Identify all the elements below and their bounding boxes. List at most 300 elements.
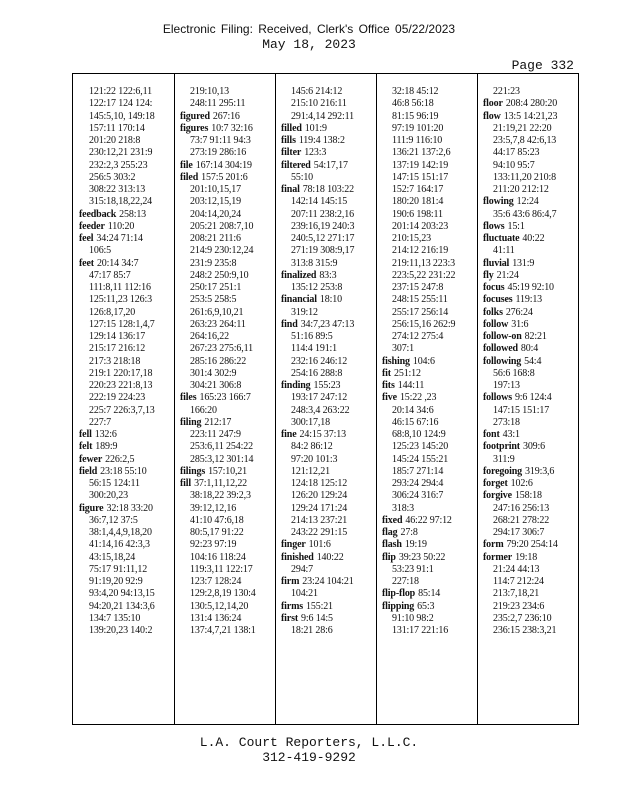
index-continuation — [180, 405, 273, 417]
index-entry — [483, 270, 576, 282]
page-line-refs: 23:24 104:21 — [302, 576, 354, 587]
page-line-refs: 214:12 216:19 — [392, 245, 449, 257]
index-term: filed — [180, 171, 199, 183]
page-line-refs: 92:23 97:19 — [190, 539, 237, 551]
page-line-refs: 197:13 — [493, 380, 520, 391]
index-continuation — [79, 343, 172, 355]
page-line-refs: 207:11 238:2,16 — [291, 208, 354, 220]
index-entry — [483, 319, 576, 331]
page-line-refs: 167:14 304:19 — [195, 159, 252, 171]
index-continuation — [483, 184, 576, 196]
index-entry — [483, 392, 576, 404]
index-entry — [382, 588, 475, 600]
index-entry — [79, 233, 172, 245]
index-continuation — [281, 527, 374, 539]
index-continuation — [79, 613, 172, 625]
index-continuation — [483, 515, 576, 527]
index-continuation — [79, 147, 172, 159]
page-line-refs: 130:5,12,14,20 — [190, 600, 249, 612]
index-term: flag — [382, 527, 398, 538]
index-continuation — [180, 270, 273, 282]
index-continuation — [180, 588, 273, 600]
page-line-refs: 271:19 308:9,17 — [291, 245, 355, 257]
page-line-refs: 80:4 — [520, 343, 539, 355]
page-line-refs: 300:20,23 — [89, 490, 128, 502]
index-continuation — [281, 282, 374, 294]
index-continuation — [483, 86, 576, 98]
index-term: finding — [281, 380, 311, 391]
page-line-refs: 214:9 230:12,24 — [190, 245, 254, 257]
page-line-refs: 208:21 211:6 — [190, 233, 241, 244]
index-continuation — [180, 147, 273, 159]
index-continuation — [79, 98, 172, 110]
page-line-refs: 204:14,20,24 — [190, 208, 241, 220]
index-entry — [281, 160, 374, 172]
index-continuation — [79, 576, 172, 588]
index-continuation — [79, 588, 172, 600]
page-line-refs: 85:14 — [418, 588, 441, 600]
index-continuation — [180, 613, 273, 625]
index-continuation — [382, 282, 475, 294]
page-line-refs: 210:15,23 — [392, 233, 431, 244]
index-entry — [281, 576, 374, 588]
page-line-refs: 15:22 ,23 — [399, 392, 437, 404]
page-line-refs: 41:11 — [493, 245, 515, 257]
page-line-refs: 137:4,7,21 138:1 — [190, 625, 256, 636]
index-continuation — [180, 307, 273, 319]
index-entry — [382, 392, 475, 404]
page-line-refs: 239:16,19 240:3 — [291, 220, 355, 232]
index-continuation — [281, 454, 374, 466]
page-line-refs: 56:15 124:11 — [89, 478, 140, 489]
index-continuation — [79, 380, 172, 392]
index-entry — [382, 356, 475, 368]
index-term: files — [180, 392, 197, 404]
index-continuation — [382, 258, 475, 270]
index-entry — [281, 552, 374, 564]
page-line-refs: 94:20,21 134:3,6 — [89, 600, 155, 612]
page-line-refs: 221:23 — [493, 86, 520, 97]
index-term: fit — [382, 367, 391, 379]
index-continuation — [382, 233, 475, 245]
index-continuation — [281, 331, 374, 343]
page-line-refs: 165:23 166:7 — [199, 392, 251, 404]
index-term: follows — [483, 392, 512, 404]
index-continuation — [180, 221, 273, 233]
index-entry — [382, 539, 475, 551]
column-divider — [376, 74, 377, 724]
index-term: former — [483, 551, 513, 563]
index-entry — [180, 172, 273, 184]
index-continuation — [180, 625, 273, 637]
index-continuation — [382, 111, 475, 123]
index-continuation — [281, 343, 374, 355]
page-line-refs: 37:1,11,12,22 — [194, 478, 248, 489]
page-line-refs: 263:23 264:11 — [190, 318, 246, 330]
index-continuation — [382, 209, 475, 221]
page-line-refs: 155:23 — [313, 380, 341, 391]
page-line-refs: 75:17 91:11,12 — [89, 563, 148, 575]
page-line-refs: 147:15 151:17 — [493, 404, 550, 416]
page-line-refs: 236:15 238:3,21 — [493, 625, 557, 636]
index-term: forgive — [483, 490, 512, 502]
page-line-refs: 142:14 145:15 — [291, 196, 348, 208]
index-continuation — [382, 160, 475, 172]
page-line-refs: 227:18 — [392, 576, 419, 587]
page-line-refs: 189:9 — [95, 441, 118, 453]
index-continuation — [79, 111, 172, 123]
index-entry — [180, 417, 273, 429]
column-divider — [174, 74, 175, 724]
page-line-refs: 232:16 246:12 — [291, 355, 348, 367]
index-continuation — [483, 380, 576, 392]
index-term: fills — [281, 135, 296, 146]
index-continuation — [79, 86, 172, 98]
index-term: footprint — [483, 441, 520, 453]
index-term: feel — [79, 233, 94, 244]
index-entry — [281, 601, 374, 613]
index-term: flipping — [382, 600, 415, 612]
index-term: fits — [382, 380, 395, 391]
index-term: finger — [281, 539, 306, 551]
index-continuation — [79, 331, 172, 343]
page-line-refs: 81:15 96:19 — [392, 110, 439, 122]
page-line-refs: 65:3 — [417, 600, 435, 612]
page-line-refs: 110:20 — [107, 220, 135, 232]
page-line-refs: 125:23 145:20 — [392, 441, 449, 453]
page-line-refs: 127:15 128:1,4,7 — [89, 318, 155, 330]
page-line-refs: 93:4,20 94:13,15 — [89, 588, 155, 600]
index-continuation — [382, 454, 475, 466]
page-line-refs: 253:5 258:5 — [190, 294, 237, 306]
index-entry — [281, 184, 374, 196]
page-line-refs: 131:17 221:16 — [392, 625, 449, 636]
index-term: form — [483, 539, 504, 551]
index-continuation — [382, 576, 475, 588]
index-continuation — [382, 135, 475, 147]
index-column-2 — [180, 86, 273, 637]
page-line-refs: 267:23 275:6,11 — [190, 343, 253, 355]
page-line-refs: 201:10,15,17 — [190, 184, 241, 195]
page-line-refs: 106:5 — [89, 245, 112, 257]
page-line-refs: 273:19 286:16 — [190, 147, 247, 159]
index-continuation — [281, 368, 374, 380]
column-divider — [275, 74, 276, 724]
index-continuation — [382, 221, 475, 233]
index-continuation — [180, 184, 273, 196]
index-continuation — [382, 184, 475, 196]
index-term: following — [483, 355, 522, 367]
page-line-refs: 51:16 89:5 — [291, 331, 333, 342]
index-continuation — [180, 368, 273, 380]
index-continuation — [382, 147, 475, 159]
page-line-refs: 21:24 — [496, 269, 519, 281]
index-continuation — [79, 368, 172, 380]
page-line-refs: 46:8 56:18 — [392, 98, 434, 110]
index-continuation — [281, 245, 374, 257]
page-line-refs: 157:5 201:6 — [201, 171, 248, 183]
index-continuation — [382, 331, 475, 343]
page-line-refs: 129:24 171:24 — [291, 502, 348, 514]
index-term: fixed — [382, 514, 403, 526]
index-continuation — [483, 454, 576, 466]
page-line-refs: 240:5,12 271:17 — [291, 233, 355, 244]
index-entry — [281, 135, 374, 147]
index-entry — [483, 196, 576, 208]
index-continuation — [180, 135, 273, 147]
page-line-refs: 10:7 32:16 — [211, 122, 253, 134]
page-line-refs: 36:7,12 37:5 — [89, 514, 138, 526]
index-term: feedback — [79, 208, 117, 220]
page-line-refs: 23:18 55:10 — [100, 465, 147, 477]
page-line-refs: 140:22 — [316, 551, 344, 563]
index-continuation — [180, 515, 273, 527]
index-entry — [483, 111, 576, 123]
index-continuation — [483, 209, 576, 221]
index-continuation — [79, 294, 172, 306]
index-entry — [483, 294, 576, 306]
index-entry — [382, 368, 475, 380]
index-entry — [79, 258, 172, 270]
index-term: fluctuate — [483, 233, 520, 244]
page-line-refs: 133:11,20 210:8 — [493, 171, 556, 183]
index-entry — [281, 539, 374, 551]
index-continuation — [483, 368, 576, 380]
index-term: flip — [382, 551, 396, 563]
page-line-refs: 97:20 101:3 — [291, 453, 338, 465]
page-line-refs: 129:14 136:17 — [89, 331, 146, 342]
index-term: filtered — [281, 159, 311, 171]
index-entry — [79, 429, 172, 441]
page-line-refs: 237:15 247:8 — [392, 282, 444, 293]
index-term: fishing — [382, 355, 410, 367]
index-column-4 — [382, 86, 475, 637]
index-continuation — [281, 405, 374, 417]
index-continuation — [180, 552, 273, 564]
index-continuation — [180, 282, 273, 294]
page-line-refs: 268:21 278:22 — [493, 514, 550, 526]
index-entry — [281, 319, 374, 331]
index-continuation — [483, 564, 576, 576]
page-line-refs: 47:17 85:7 — [89, 269, 131, 281]
index-continuation — [281, 466, 374, 478]
index-continuation — [382, 98, 475, 110]
index-term: financial — [281, 294, 317, 306]
page-line-refs: 180:20 181:4 — [392, 196, 444, 208]
page-line-refs: 83:3 — [319, 269, 337, 281]
index-continuation — [382, 478, 475, 490]
index-entry — [180, 466, 273, 478]
page-line-refs: 219:10,13 — [190, 86, 229, 97]
index-term: font — [483, 429, 500, 440]
page-line-refs: 276:24 — [505, 306, 533, 318]
index-entry — [483, 258, 576, 270]
index-continuation — [180, 294, 273, 306]
page-line-refs: 217:3 218:18 — [89, 355, 141, 367]
page-line-refs: 285:3,12 301:14 — [190, 453, 254, 465]
page-line-refs: 223:5,22 231:22 — [392, 269, 456, 281]
index-term: follow-on — [483, 331, 522, 342]
page-line-refs: 214:13 237:21 — [291, 514, 348, 526]
index-term: focuses — [483, 294, 513, 306]
page-line-refs: 201:20 218:8 — [89, 135, 141, 146]
page-line-refs: 315:18,18,22,24 — [89, 196, 153, 208]
page-line-refs: 301:4 302:9 — [190, 367, 237, 379]
page-line-refs: 114:7 212:24 — [493, 576, 544, 587]
index-term: file — [180, 159, 193, 171]
index-entry — [79, 209, 172, 221]
index-continuation — [180, 196, 273, 208]
page-line-refs: 54:4 — [524, 355, 542, 367]
index-continuation — [483, 613, 576, 625]
page-line-refs: 84:2 86:12 — [291, 441, 333, 453]
index-continuation — [382, 441, 475, 453]
page-line-refs: 145:5,10, 149:18 — [89, 110, 155, 122]
page-line-refs: 285:16 286:22 — [190, 355, 247, 367]
index-entry — [483, 331, 576, 343]
reporter-phone: 312-419-9292 — [262, 750, 356, 765]
index-continuation — [281, 588, 374, 600]
page-line-refs: 213:7,18,21 — [493, 588, 540, 600]
index-continuation — [382, 405, 475, 417]
page-line-refs: 219:23 234:6 — [493, 600, 545, 612]
page-line-refs: 38:18,22 39:2,3 — [190, 490, 251, 502]
index-continuation — [180, 454, 273, 466]
page-line-refs: 12:24 — [516, 196, 539, 208]
index-continuation — [281, 417, 374, 429]
page-line-refs: 9:6 14:5 — [301, 612, 333, 624]
page-line-refs: 46:15 67:16 — [392, 416, 439, 428]
index-term: figure — [79, 502, 104, 514]
page-line-refs: 124:18 125:12 — [291, 478, 348, 489]
index-continuation — [483, 123, 576, 135]
index-entry — [483, 282, 576, 294]
page-line-refs: 39:23 50:22 — [398, 551, 446, 563]
index-continuation — [382, 625, 475, 637]
index-continuation — [483, 147, 576, 159]
index-continuation — [281, 233, 374, 245]
page-line-refs: 311:9 — [493, 453, 515, 465]
page-line-refs: 203:12,15,19 — [190, 196, 241, 208]
page-line-refs: 248:2 250:9,10 — [190, 269, 249, 281]
page-line-refs: 126:20 129:24 — [291, 490, 348, 502]
page-line-refs: 21:24 44:13 — [493, 563, 540, 575]
page-line-refs: 101:6 — [308, 539, 331, 551]
index-continuation — [79, 564, 172, 576]
index-continuation — [180, 601, 273, 613]
page-line-refs: 15:1 — [507, 220, 525, 232]
index-continuation — [180, 441, 273, 453]
index-term: flow — [483, 110, 501, 122]
page-line-refs: 226:2,5 — [105, 453, 135, 465]
index-entry — [483, 233, 576, 245]
index-term: filing — [180, 416, 202, 428]
index-continuation — [79, 601, 172, 613]
index-continuation — [180, 245, 273, 257]
index-continuation — [79, 196, 172, 208]
index-continuation — [483, 405, 576, 417]
page-line-refs: 235:2,7 236:10 — [493, 612, 552, 624]
index-continuation — [483, 245, 576, 257]
page-line-refs: 23:5,7,8 42:6,13 — [493, 135, 557, 146]
page-line-refs: 102:6 — [510, 478, 533, 489]
page-line-refs: 139:20,23 140:2 — [89, 625, 153, 636]
page-line-refs: 24:15 37:13 — [299, 429, 346, 440]
page-line-refs: 41:10 47:6,18 — [190, 514, 244, 526]
index-entry — [382, 552, 475, 564]
page-line-refs: 104:21 — [291, 588, 318, 600]
index-term: folks — [483, 306, 503, 318]
index-continuation — [382, 86, 475, 98]
index-continuation — [79, 184, 172, 196]
page-line-refs: 201:14 203:23 — [392, 220, 449, 232]
page-line-refs: 40:22 — [522, 233, 545, 244]
page-line-refs: 152:7 164:17 — [392, 184, 444, 195]
index-continuation — [180, 429, 273, 441]
page-line-refs: 220:23 221:8,13 — [89, 380, 153, 391]
index-term: filter — [281, 147, 302, 159]
page-line-refs: 255:17 256:14 — [392, 306, 449, 318]
page-line-refs: 39:12,12,16 — [190, 502, 237, 514]
page-line-refs: 294:17 306:7 — [493, 527, 545, 538]
page-line-refs: 46:22 97:12 — [405, 514, 452, 526]
index-entry — [483, 356, 576, 368]
page-line-refs: 114:4 191:1 — [291, 343, 338, 355]
page-line-refs: 45:19 92:10 — [507, 282, 554, 293]
page-line-refs: 267:16 — [212, 110, 240, 122]
index-continuation — [79, 417, 172, 429]
page-line-refs: 134:7 135:10 — [89, 612, 141, 624]
index-entry — [180, 111, 273, 123]
index-continuation — [483, 503, 576, 515]
index-column-1 — [79, 86, 172, 637]
page-line-refs: 208:4 280:20 — [505, 98, 558, 110]
index-continuation — [281, 209, 374, 221]
index-frame — [72, 73, 579, 725]
index-term: followed — [483, 343, 518, 355]
page-line-refs: 111:8,11 112:16 — [89, 282, 151, 293]
index-continuation — [382, 319, 475, 331]
page-line-refs: 123:3 — [304, 147, 327, 159]
page-line-refs: 56:6 168:8 — [493, 367, 535, 379]
index-continuation — [79, 282, 172, 294]
index-continuation — [180, 490, 273, 502]
index-column-5 — [483, 86, 576, 637]
index-term: finalized — [281, 269, 317, 281]
index-continuation — [382, 417, 475, 429]
index-continuation — [79, 405, 172, 417]
index-continuation — [281, 478, 374, 490]
index-entry — [281, 147, 374, 159]
page-line-refs: 43:1 — [502, 429, 520, 440]
page-line-refs: 44:17 85:23 — [493, 147, 540, 159]
index-continuation — [180, 503, 273, 515]
page-line-refs: 222:19 224:23 — [89, 392, 146, 404]
index-entry — [281, 613, 374, 625]
index-continuation — [483, 135, 576, 147]
index-entry — [180, 123, 273, 135]
page-line-refs: 34:24 71:14 — [96, 233, 143, 244]
index-continuation — [382, 466, 475, 478]
page-line-refs: 254:16 288:8 — [291, 367, 343, 379]
index-term: forget — [483, 478, 508, 489]
index-continuation — [79, 625, 172, 637]
page-line-refs: 78:18 103:22 — [302, 184, 354, 195]
index-continuation — [180, 209, 273, 221]
index-term: filings — [180, 465, 206, 477]
index-continuation — [79, 307, 172, 319]
index-continuation — [382, 564, 475, 576]
